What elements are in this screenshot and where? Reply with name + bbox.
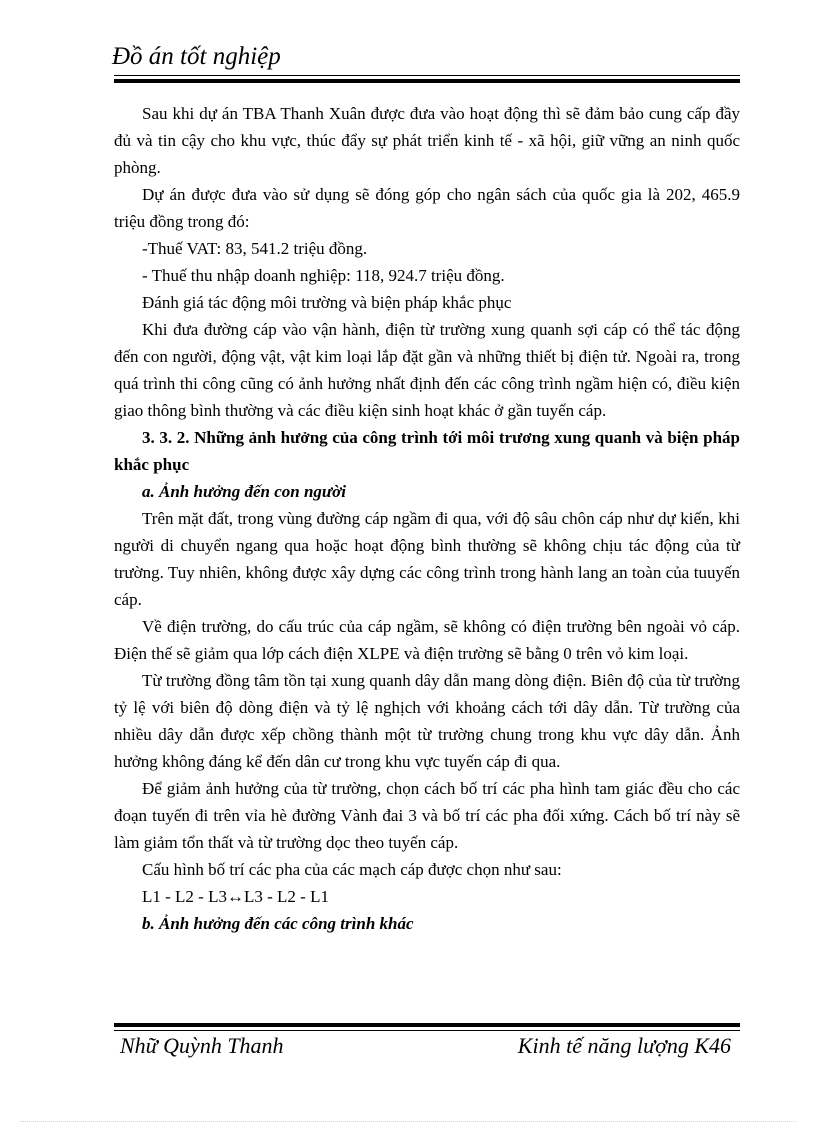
document-body (114, 100, 740, 937)
paragraph-income-tax: - Thuế thu nhập doanh nghiệp: 118, 924.7 triệu đồng. (142, 266, 505, 285)
footer-rule-thin (114, 1030, 740, 1031)
paragraph-budget-contribution: Dự án được đưa vào sử dụng sẽ đóng góp cho ngân sách của quốc gia là 202, 465.9 triệu đồng trong đó: (114, 185, 740, 231)
paragraph-electric-field: Về điện trường, do cấu trúc của cáp ngầm, sẽ không có điện trường bên ngoài vỏ cáp. Điện thế sẽ giảm qua lớp cách điện XLPE và điện trường sẽ bằng 0 trên vỏ kim loại. (114, 617, 740, 663)
paragraph-ground-surface: Trên mặt đất, trong vùng đường cáp ngầm đi qua, với độ sâu chôn cáp như dự kiến, khi người di chuyển ngang qua hoặc hoạt động bình thường sẽ không chịu tác động của từ trường. Tuy nhiên, không được xây dựng các công trình trong hành lang an toàn của tuuyến cáp. (114, 509, 740, 609)
phase-sequence-line: L1 - L2 - L3↔L3 - L2 - L1 (142, 887, 329, 906)
footer-course: Kinh tế năng lượng K46 (517, 1033, 731, 1058)
subheading-impact-on-other-works: b. Ảnh hưởng đến các công trình khác (142, 914, 414, 933)
page-header-title: Đồ án tốt nghiệp (112, 43, 281, 70)
paragraph-magnetic-field: Từ trường đồng tâm tồn tại xung quanh dây dẫn mang dòng điện. Biên độ của từ trường tỷ lệ với biên độ dòng điện và tỷ lệ nghịch với khoảng cách tới dây dẫn. Từ trường của nhiều dây dẫn được xếp chồng thành một từ trường chung trong khu vực dây dẫn. Ảnh hưởng không đáng kể đến dân cư trong khu vực tuyến cáp đi qua. (114, 671, 740, 771)
paragraph-project-benefit: Sau khi dự án TBA Thanh Xuân được đưa vào hoạt động thì sẽ đảm bảo cung cấp đầy đủ và tin cậy cho khu vực, thúc đẩy sự phát triển kinh tế - xã hội, giữ vững an ninh quốc phòng. (114, 104, 740, 177)
paragraph-vat: -Thuế VAT: 83, 541.2 triệu đồng. (142, 239, 368, 258)
paragraph-cable-operation: Khi đưa đường cáp vào vận hành, điện từ trường xung quanh sợi cáp có thể tác động đến con người, động vật, vật kim loại lắp đặt gần và những thiết bị điện tử. Ngoài ra, trong quá trình thi công cũng có ảnh hưởng nhất định đến các công trình ngầm hiện có, điều kiện giao thông bình thường và các điều kiện sinh hoạt khác ở gần tuyến cáp. (114, 320, 740, 420)
header-rule-thin (114, 75, 740, 76)
header-rule-thick (114, 79, 740, 83)
page-bottom-edge (20, 1121, 796, 1122)
section-heading-3-3-2: 3. 3. 2. Những ảnh hưởng của công trình tới môi trương xung quanh và biện pháp khắc phục (114, 428, 740, 474)
footer-author: Nhữ Quỳnh Thanh (120, 1033, 284, 1058)
footer-rule-thick (114, 1023, 740, 1027)
paragraph-environment-assessment: Đánh giá tác động môi trường và biện pháp khắc phục (142, 293, 512, 312)
paragraph-phase-configuration: Cấu hình bố trí các pha của các mạch cáp được chọn như sau: (142, 860, 562, 879)
subheading-impact-on-people: a. Ảnh hưởng đến con người (142, 482, 346, 501)
paragraph-phase-arrangement: Để giảm ảnh hưởng của từ trường, chọn cách bố trí các pha hình tam giác đều cho các đoạn tuyến đi trên vỉa hè đường Vành đai 3 và bố trí các pha đối xứng. Cách bố trí này sẽ làm giảm tổn thất và từ trường dọc theo tuyến cáp. (114, 779, 740, 852)
